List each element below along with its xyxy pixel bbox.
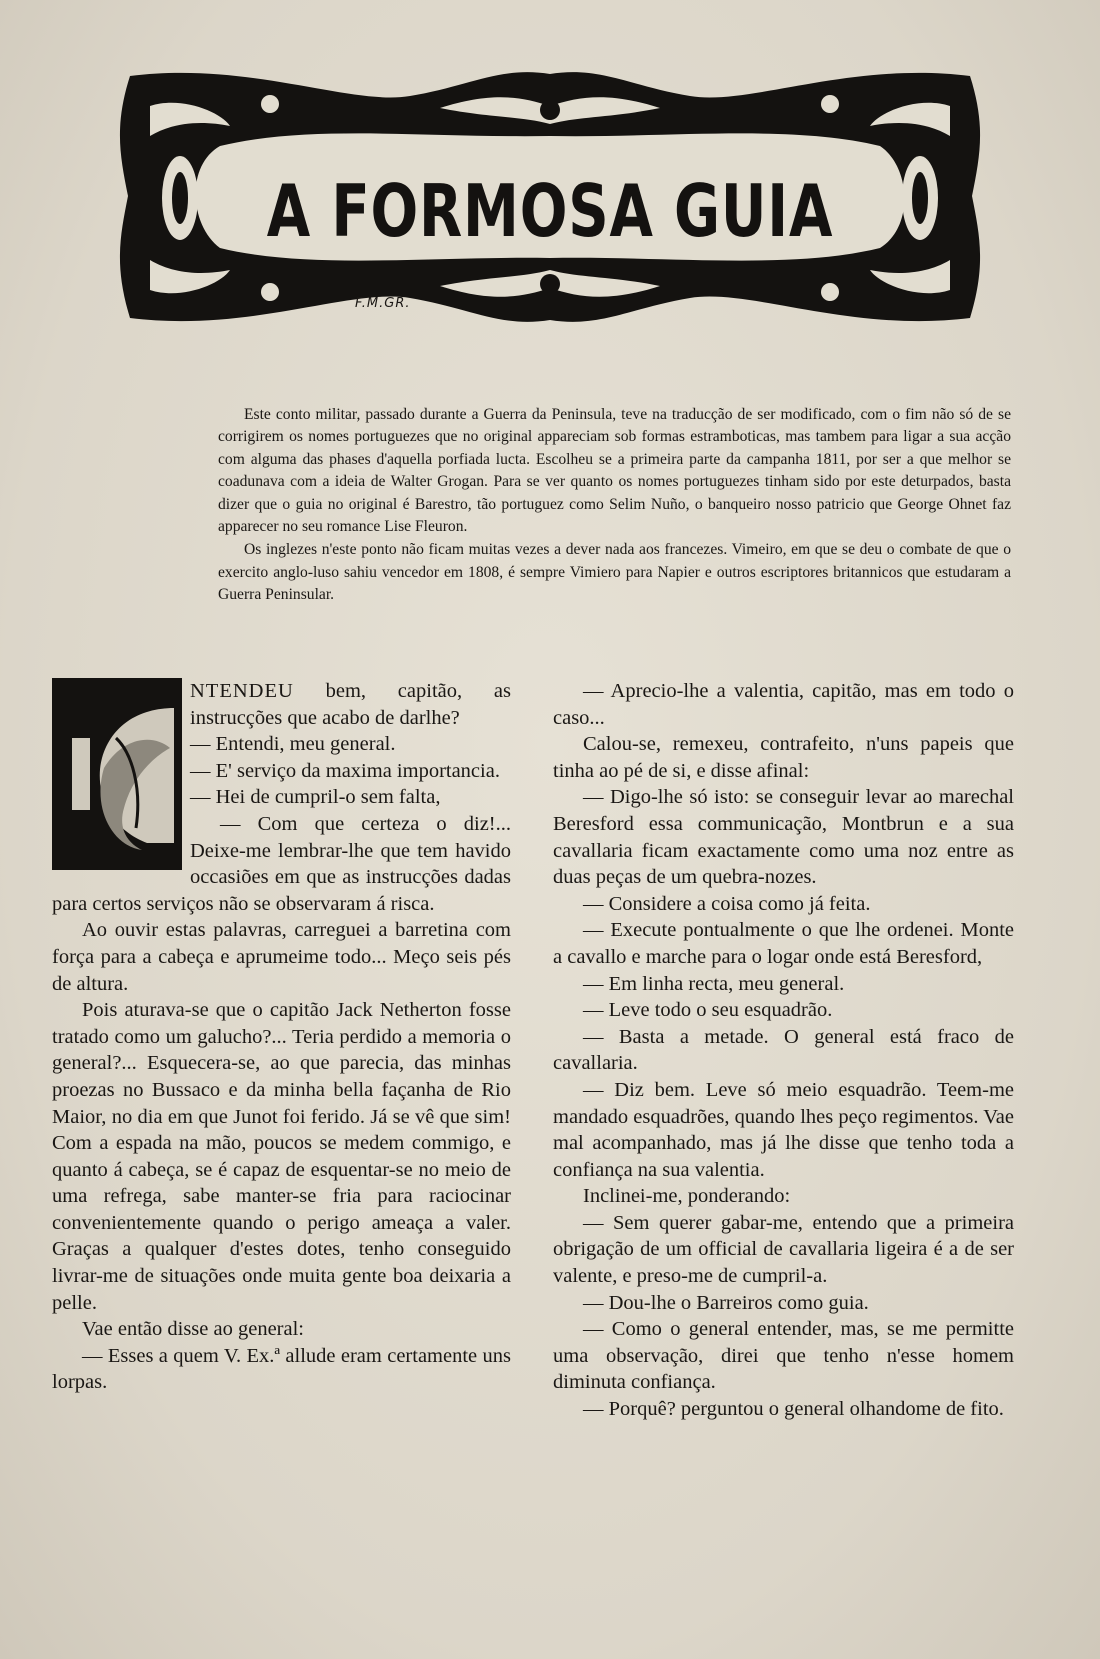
dialogue-line: — Porquê? perguntou o general olhandome de fito. bbox=[583, 1398, 1004, 1421]
dialogue-line: — Como o general entender, mas, se me permitte uma observação, direi que tenho n'esse homem diminuta confiança. bbox=[553, 1318, 1014, 1394]
dialogue-line: — Dou-lhe o Barreiros como guia. bbox=[583, 1291, 869, 1314]
dialogue-line: — Com que certeza o diz!... Deixe-me lembrar-lhe que tem havido occasiões em que as instrucções dadas para certos serviços não se observaram á risca. bbox=[52, 812, 511, 915]
dialogue-line: — Entendi, meu general. bbox=[190, 733, 396, 756]
narrative-paragraph: Vae então disse ao general: bbox=[82, 1318, 304, 1341]
dialogue-line: — Diz bem. Leve só meio esquadrão. Teem-me mandado esquadrões, quando lhes peço regimentos. Vae mal acompanhado, mas já lhe disse que tenho toda a confiança na sua valentia. bbox=[553, 1078, 1014, 1181]
dialogue-line: — Leve todo o seu esquadrão. bbox=[583, 999, 833, 1022]
dialogue-line: — Em linha recta, meu general. bbox=[583, 972, 845, 995]
dialogue-line: — Basta a metade. O general está fraco de cavallaria. bbox=[553, 1025, 1014, 1075]
narrative-paragraph: Pois aturava-se que o capitão Jack Netherton fosse tratado como um galucho?... Teria perdido a memoria o general?... Esquecera-se, ao que parecia, das minhas proezas no Bussaco e da minha bella façanha de Rio Maior, no dia em que Junot foi ferido. Já se vê que sim! Com a espada na mão, poucos se medem commigo, e quanto á cabeça, se é capaz de esquentar-se no meio de uma refrega, sabe manter-se fria para raciocinar convenientemente quando o perigo ameaça a valer. Graças a qualquer d'estes dotes, tenho conseguido livrar-me de situações onde muita gente boa deixaria a pelle. bbox=[52, 999, 511, 1314]
decorated-initial-e bbox=[52, 678, 182, 870]
editorial-note-paragraph: Os inglezes n'este ponto não ficam muitas vezes a dever nada aos francezes. Vimeiro, em que se deu o combate de que o exercito anglo-luso sahiu vencedor em 1808, é sempre Vimiero para Napier e outros escriptores britannicos que estudaram a Guerra Peninsular. bbox=[218, 541, 1011, 604]
editorial-note-paragraph: Este conto militar, passado durante a Guerra da Peninsula, teve na traducção de ser modificado, com o fim não só de se corrigirem os nomes portuguezes que no original appareciam sob formas estramboticas, mas tambem para ligar a sua acção com alguma das phases d'aquella porfiada lucta. Escolheu se a primeira parte da campanha 1811, por ser a que melhor se coadunava com a ideia de Walter Grogan. Para se ver quanto os nomes portuguezes tinham sido por este deturpados, basta dizer que o guia no original é Barestro, tão portuguez como Selim Nuño, o banqueiro nosso patricio que George Ohnet faz apparecer no seu romance Lise Fleuron. bbox=[218, 406, 1011, 536]
dialogue-line: — Digo-lhe só isto: se conseguir levar ao marechal Beresford essa communicação, Montbrun e a sua cavallaria ficam exactamente como uma noz entre as duas peças de um quebra-nozes. bbox=[553, 786, 1014, 889]
narrative-paragraph: Ao ouvir estas palavras, carreguei a barretina com força para a cabeça e aprumeime todo... Meço seis pés de altura. bbox=[52, 919, 511, 995]
opening-word: NTENDEU bbox=[190, 680, 294, 702]
editorial-note bbox=[218, 404, 1011, 607]
narrative-paragraph: Calou-se, remexeu, contrafeito, n'uns papeis que tinha ao pé de si, e disse afinal: bbox=[553, 733, 1014, 782]
dialogue-line: — Aprecio-lhe a valentia, capitão, mas em todo o caso... bbox=[553, 680, 1014, 729]
title-cartouche bbox=[110, 66, 990, 328]
dialogue-line: — E' serviço da maxima importancia. bbox=[190, 759, 500, 782]
text-column-right bbox=[553, 678, 1014, 1423]
text-column-left bbox=[52, 678, 511, 1396]
article-title: A FORMOSA GUIA bbox=[266, 169, 834, 253]
opening-text: bem, capitão, as instrucções que acabo de darlhe? bbox=[190, 680, 511, 729]
illustrator-signature: F.M.GR. bbox=[355, 296, 411, 311]
narrative-paragraph: Inclinei-me, ponderando: bbox=[583, 1185, 791, 1208]
dialogue-line: — Considere a coisa como já feita. bbox=[583, 892, 871, 915]
dialogue-line: — Hei de cumpril-o sem falta, bbox=[190, 786, 441, 809]
dialogue-line: — Sem querer gabar-me, entendo que a primeira obrigação de um official de cavallaria ligeira é a de ser valente, e preso-me de cumpril-a. bbox=[553, 1211, 1014, 1288]
dialogue-line: — Esses a quem V. Ex.ª allude eram certamente uns lorpas. bbox=[52, 1344, 511, 1394]
dialogue-line: — Execute pontualmente o que lhe ordenei. Monte a cavallo e marche para o logar onde está Beresford, bbox=[553, 919, 1014, 968]
